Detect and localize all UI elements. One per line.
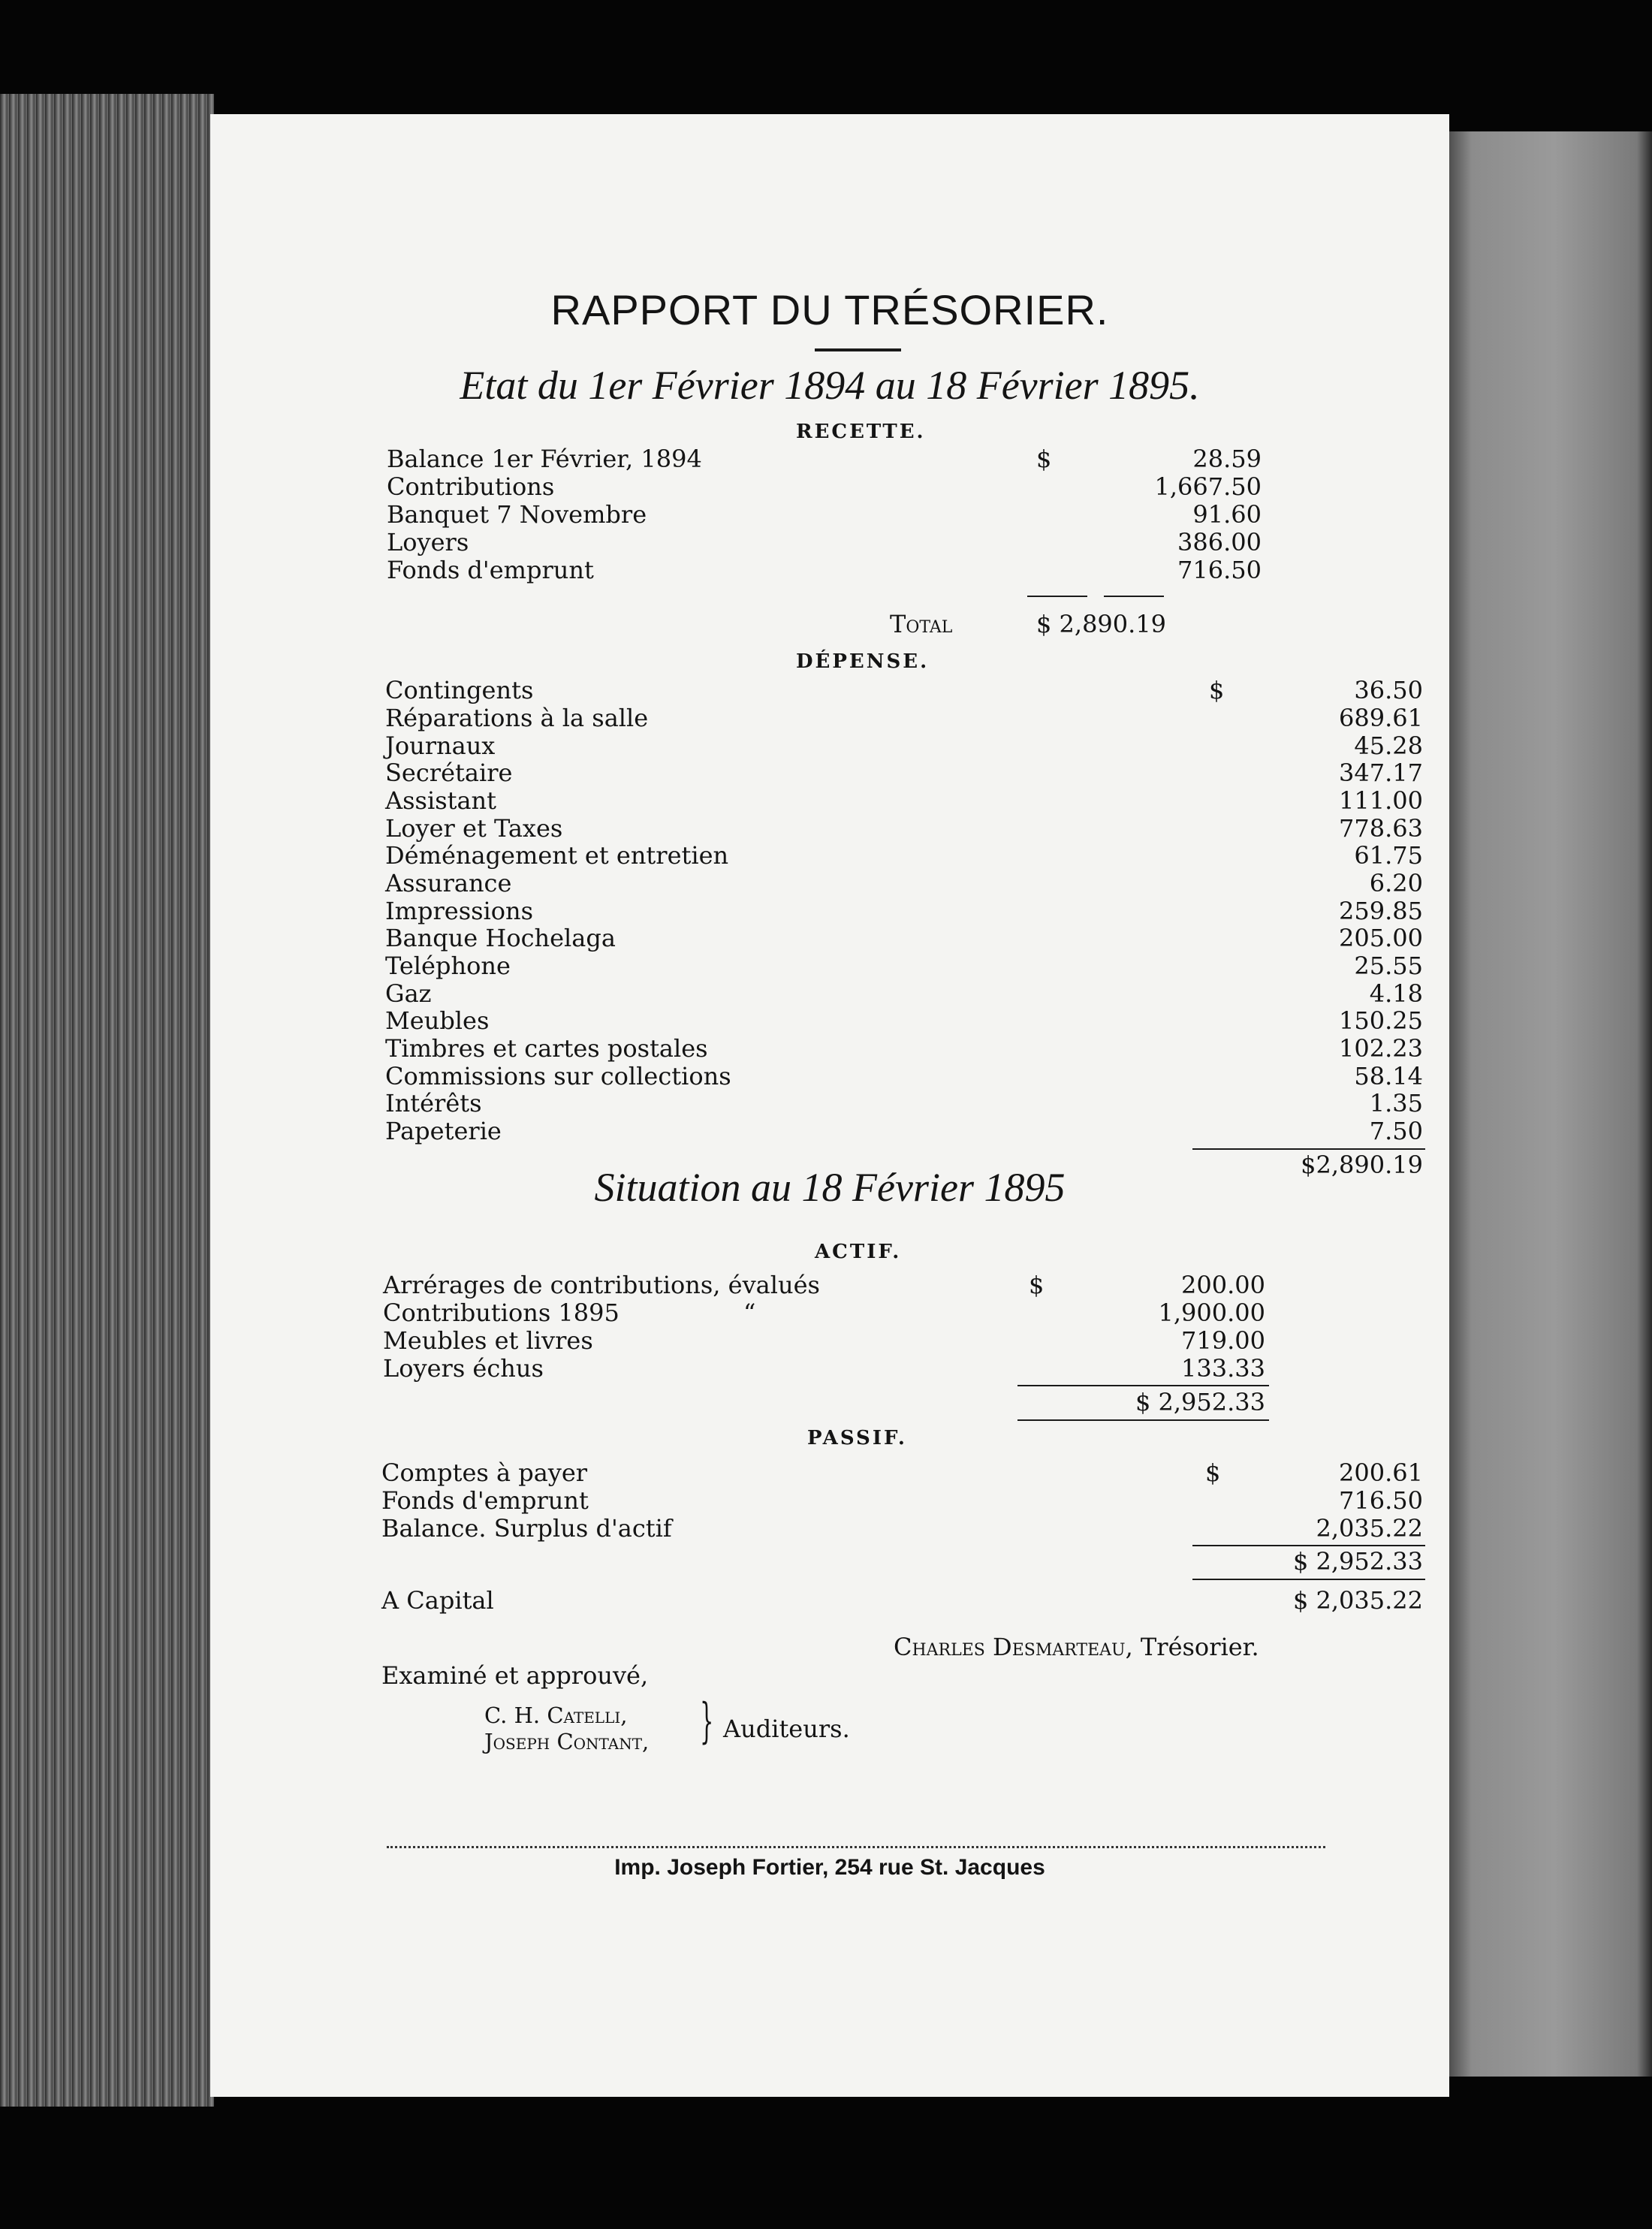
page-subtitle: Etat du 1er Février 1894 au 18 Février 1895. — [460, 363, 1200, 408]
capital-amount: $ 2,035.22 — [1292, 1586, 1423, 1615]
depense-amount: 778.63 — [1339, 814, 1423, 843]
actif-label: Meubles et livres — [383, 1326, 593, 1355]
passif-dollar-sign: $ — [1205, 1458, 1221, 1487]
page-title: RAPPORT DU TRÉSORIER. — [550, 286, 1109, 333]
depense-amount: 205.00 — [1339, 924, 1423, 952]
depense-amount: 36.50 — [1354, 676, 1423, 704]
recette-amount: 1,667.50 — [1154, 472, 1262, 501]
passif-heading: PASSIF. — [807, 1427, 907, 1449]
depense-amount: 45.28 — [1354, 731, 1423, 760]
passif-label: Comptes à payer — [381, 1458, 588, 1487]
situation-title: Situation au 18 Février 1895 — [594, 1165, 1066, 1210]
depense-label: Commissions sur collections — [385, 1062, 731, 1090]
depense-label: Secrétaire — [385, 759, 513, 787]
ditto-mark: “ — [743, 1298, 756, 1327]
book-page-edges-left — [0, 94, 214, 2107]
passif-label: Balance. Surplus d'actif — [381, 1514, 672, 1543]
depense-amount: 25.55 — [1354, 952, 1423, 980]
recette-total-rule — [1027, 596, 1087, 597]
depense-amount: 689.61 — [1339, 704, 1423, 732]
depense-amount: 102.23 — [1339, 1034, 1423, 1063]
depense-label: Papeterie — [385, 1117, 502, 1145]
depense-label: Timbres et cartes postales — [385, 1034, 708, 1063]
actif-total-rule — [1017, 1385, 1269, 1386]
printer-imprint: Imp. Joseph Fortier, 254 rue St. Jacques — [614, 1855, 1045, 1880]
actif-amount: 133.33 — [1181, 1354, 1265, 1383]
depense-label: Déménagement et entretien — [385, 841, 729, 870]
recette-label: Balance 1er Février, 1894 — [387, 445, 702, 473]
depense-amount: 61.75 — [1354, 841, 1423, 870]
auditors-role: Auditeurs. — [723, 1715, 850, 1743]
depense-heading: DÉPENSE. — [796, 650, 930, 673]
actif-total: $ 2,952.33 — [1135, 1388, 1265, 1416]
actif-label: Contributions 1895 — [383, 1298, 620, 1327]
depense-label: Assistant — [385, 786, 497, 815]
depense-label: Assurance — [385, 869, 512, 897]
passif-amount: 200.61 — [1339, 1458, 1423, 1487]
actif-heading: ACTIF. — [815, 1241, 902, 1263]
depense-total-rule — [1192, 1148, 1425, 1150]
recette-heading: RECETTE. — [796, 421, 926, 443]
passif-label: Fonds d'emprunt — [381, 1486, 589, 1515]
recette-total-rule — [1104, 596, 1164, 597]
title-rule — [815, 348, 901, 351]
depense-amount: 4.18 — [1369, 979, 1423, 1008]
depense-amount: 150.25 — [1339, 1006, 1423, 1035]
passif-total: $ 2,952.33 — [1292, 1547, 1423, 1576]
depense-label: Teléphone — [385, 952, 511, 980]
approval-label: Examiné et approuvé, — [381, 1661, 649, 1690]
depense-label: Intérêts — [385, 1089, 482, 1118]
passif-amount: 2,035.22 — [1316, 1514, 1423, 1543]
recette-label: Banquet 7 Novembre — [387, 500, 647, 529]
actif-amount: 200.00 — [1181, 1271, 1265, 1299]
depense-amount: 7.50 — [1369, 1117, 1423, 1145]
recette-total-label: Total — [890, 610, 953, 638]
actif-label: Loyers échus — [383, 1354, 544, 1383]
passif-total-rule — [1192, 1579, 1425, 1580]
actif-total-rule — [1017, 1419, 1269, 1421]
depense-label: Gaz — [385, 979, 432, 1008]
recette-total: $ 2,890.19 — [1036, 610, 1167, 638]
depense-label: Impressions — [385, 897, 534, 925]
depense-label: Contingents — [385, 676, 534, 704]
depense-total: $2,890.19 — [1301, 1151, 1423, 1179]
recette-dollar-sign: $ — [1036, 445, 1052, 473]
depense-amount: 347.17 — [1339, 759, 1423, 787]
depense-label: Réparations à la salle — [385, 704, 649, 732]
passif-total-rule — [1192, 1545, 1425, 1546]
recette-amount: 91.60 — [1192, 500, 1262, 529]
auditors-brace: } — [700, 1694, 714, 1749]
depense-amount: 111.00 — [1339, 786, 1423, 815]
document-page — [210, 114, 1449, 2097]
depense-amount: 259.85 — [1339, 897, 1423, 925]
recette-amount: 386.00 — [1177, 528, 1262, 556]
depense-label: Journaux — [385, 731, 496, 760]
actif-amount: 1,900.00 — [1158, 1298, 1265, 1327]
capital-label: A Capital — [381, 1586, 494, 1615]
recette-label: Loyers — [387, 528, 469, 556]
recette-label: Contributions — [387, 472, 555, 501]
auditor-name: Joseph Contant, — [484, 1729, 650, 1754]
depense-amount: 58.14 — [1354, 1062, 1423, 1090]
footer-dotted-rule — [387, 1846, 1325, 1848]
actif-label: Arrérages de contributions, évalués — [383, 1271, 820, 1299]
depense-label: Meubles — [385, 1006, 490, 1035]
actif-dollar-sign: $ — [1029, 1271, 1045, 1299]
recette-label: Fonds d'emprunt — [387, 556, 594, 584]
depense-dollar-sign: $ — [1209, 676, 1225, 704]
depense-amount: 6.20 — [1369, 869, 1423, 897]
depense-amount: 1.35 — [1369, 1089, 1423, 1118]
treasurer-name: Charles Desmarteau — [894, 1633, 1126, 1661]
recette-amount: 28.59 — [1192, 445, 1262, 473]
depense-label: Loyer et Taxes — [385, 814, 563, 843]
auditor-name: C. H. Catelli, — [484, 1703, 628, 1728]
actif-amount: 719.00 — [1181, 1326, 1265, 1355]
treasurer-role: , Trésorier. — [1125, 1633, 1259, 1661]
treasurer-signature — [894, 1633, 1259, 1661]
recette-amount: 716.50 — [1177, 556, 1262, 584]
depense-label: Banque Hochelaga — [385, 924, 616, 952]
passif-amount: 716.50 — [1339, 1486, 1423, 1515]
book-cover-right — [1442, 131, 1652, 2077]
